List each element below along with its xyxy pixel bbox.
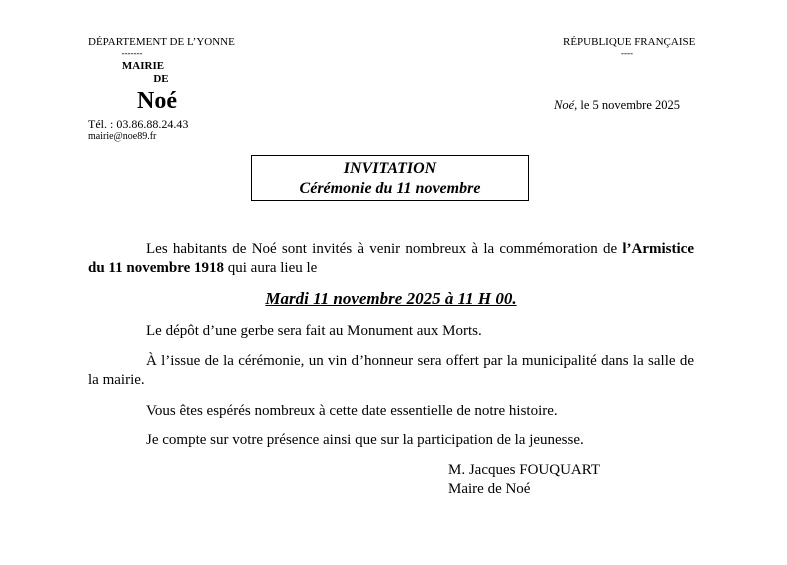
p1-end: qui aura lieu le	[224, 260, 318, 276]
paragraph-vin-honneur: À l’issue de la cérémonie, un vin d’honneur sera offert par la municipalité dans la salle de la mairie.	[88, 353, 694, 388]
paragraph-jeunesse: Je compte sur votre présence ainsi que sur la participation de la jeunesse.	[146, 432, 584, 448]
paragraph-esperes: Vous êtes espérés nombreux à cette date essentielle de notre histoire.	[146, 403, 558, 419]
mairie-label: MAIRIE	[121, 60, 165, 72]
mairie-de-label: DE	[153, 73, 169, 85]
event-datetime: Mardi 11 novembre 2025 à 11 H 00.	[265, 289, 517, 308]
commune-name: Noé	[137, 88, 177, 114]
paragraph-invitation	[88, 240, 694, 278]
department-name: DÉPARTEMENT DE L’YONNE	[88, 36, 235, 48]
date-line	[554, 98, 680, 113]
signature-title: Maire de Noé	[448, 481, 531, 497]
separator-left: -------	[121, 48, 143, 58]
paragraph-gerbe: Le dépôt d’une gerbe sera fait au Monument aux Morts.	[146, 323, 482, 339]
armistice-bold: l’Armistice du 11 novembre 1918	[88, 241, 694, 276]
date-text: , le 5 novembre 2025	[574, 98, 681, 112]
republic-label: RÉPUBLIQUE FRANÇAISE	[563, 36, 696, 48]
ceremony-subtitle: Cérémonie du 11 novembre	[299, 180, 481, 197]
email-address: mairie@noe89.fr	[88, 131, 157, 142]
p1-start: Les habitants de Noé sont invités à venir nombreux à la commémoration de	[146, 241, 623, 257]
invitation-title: INVITATION	[343, 160, 437, 177]
separator-right: ----	[621, 48, 633, 58]
date-place: Noé	[554, 98, 575, 112]
signature-name: M. Jacques FOUQUART	[448, 462, 601, 478]
phone-number: Tél. : 03.86.88.24.43	[88, 117, 189, 131]
invitation-title-box	[251, 155, 529, 201]
